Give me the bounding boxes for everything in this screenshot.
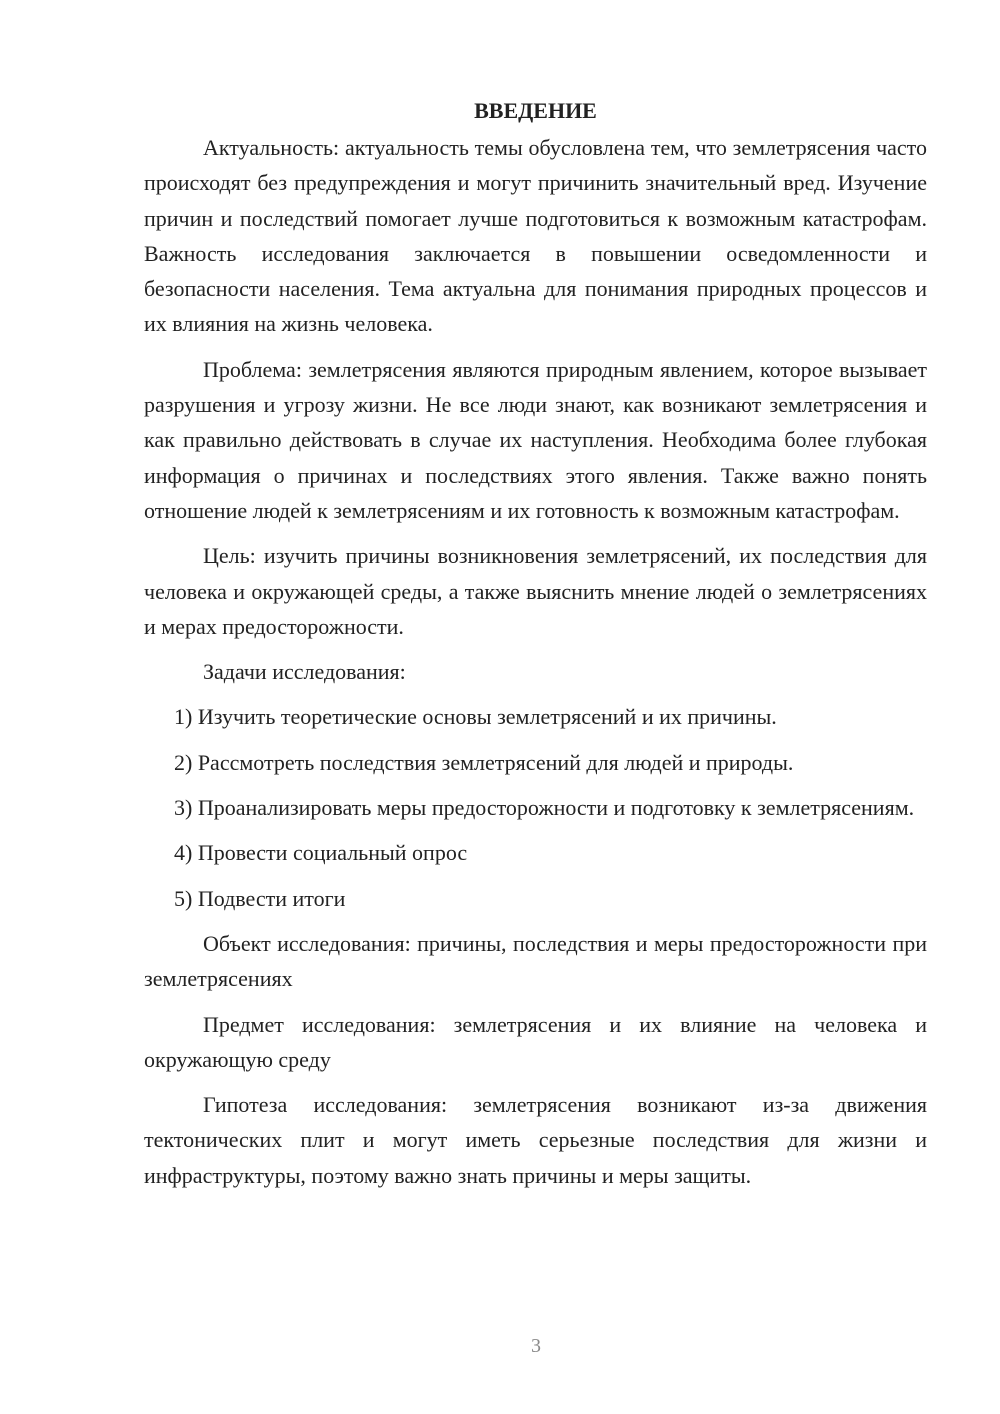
section-title: ВВЕДЕНИЕ: [474, 98, 597, 123]
paragraph-goal: Цель: изучить причины возникновения землетрясений, их последствия для человека и окружающей среды, а также выяснить мнение людей о землетрясениях и мерах предосторожности.: [144, 543, 927, 639]
document-page: [144, 96, 927, 1203]
paragraph-relevance: Актуальность: актуальность темы обусловлена тем, что землетрясения часто происходят без предупреждения и могут причинить значительный вред. Изучение причин и последствий помогает лучше подготовиться к возможным катастрофам. Важность исследования заключается в повышении осведомленности и безопасности населения. Тема актуальна для понимания природных процессов и их влияния на жизнь человека.: [144, 135, 927, 337]
list-item: 3) Проанализировать меры предосторожности и подготовку к землетрясениям.: [174, 795, 915, 821]
paragraph-hypothesis: Гипотеза исследования: землетрясения возникают из-за движения тектонических плит и могут иметь серьезные последствия для жизни и инфраструктуры, поэтому важно знать причины и меры защиты.: [144, 1092, 927, 1188]
tasks-list: [144, 699, 927, 915]
list-item: 1) Изучить теоретические основы землетрясений и их причины.: [174, 704, 777, 730]
list-item: 5) Подвести итоги: [174, 885, 346, 911]
tasks-heading: Задачи исследования:: [203, 659, 406, 685]
page-number: 3: [531, 1335, 541, 1357]
paragraph-subject: Предмет исследования: землетрясения и их влияние на человека и окружающую среду: [144, 1011, 927, 1072]
list-item: 2) Рассмотреть последствия землетрясений для людей и природы.: [174, 749, 794, 775]
paragraph-object: Объект исследования: причины, последствия и меры предосторожности при землетрясениях: [144, 930, 927, 992]
list-item: 4) Провести социальный опрос: [174, 840, 468, 866]
paragraph-problem: Проблема: землетрясения являются природным явлением, которое вызывает разрушения и угрозу жизни. Не все люди знают, как возникают землетрясения и как правильно действовать в случае их наступления. Необходима более глубокая информация о причинах и последствиях этого явления. Также важно понять отношение людей к землетрясениям и их готовность к возможным катастрофам.: [144, 356, 927, 523]
